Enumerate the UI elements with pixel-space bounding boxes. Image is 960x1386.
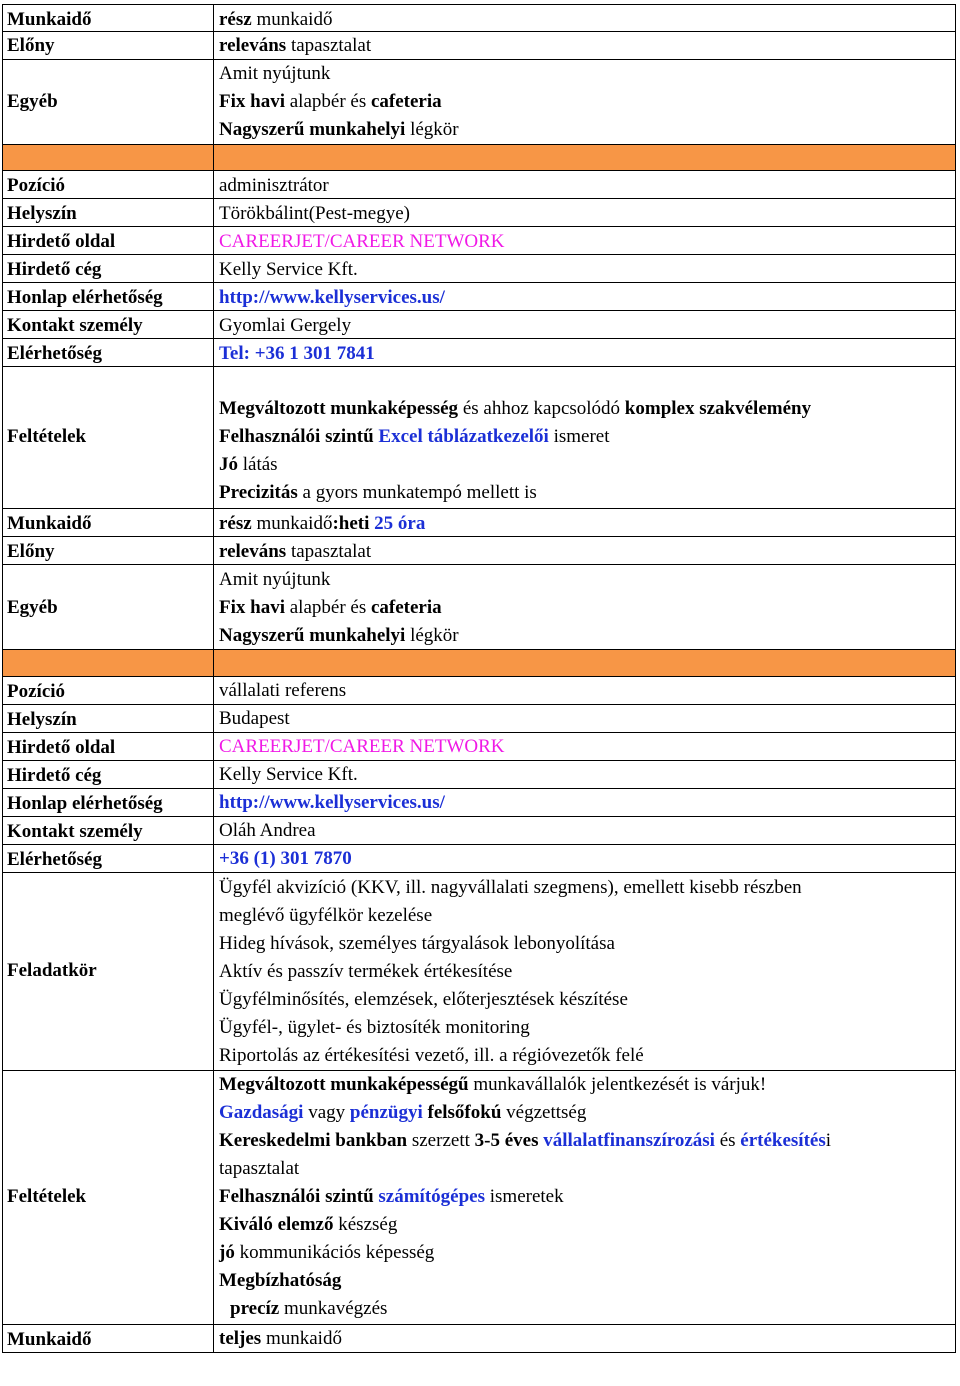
website-link[interactable]: http://www.kellyservices.us/ — [219, 792, 445, 813]
row-egyeb-2 — [2, 565, 956, 650]
row-pozicio-2 — [2, 171, 956, 199]
value-kontakt: Oláh Andrea — [219, 820, 316, 841]
feltetel-line-6: jó kommunikációs képesség — [219, 1242, 435, 1263]
separator-row-1 — [2, 145, 956, 171]
row-honlap-3 — [2, 789, 956, 817]
row-feltetelek-3 — [2, 1071, 956, 1325]
label-hirdeto-oldal: Hirdető oldal — [7, 231, 116, 252]
label-elerhetoseg: Elérhetőség — [7, 343, 102, 364]
task-line: Ügyfél-, ügylet- és biztosíték monitoring — [219, 1017, 530, 1038]
job-listing-table — [2, 4, 956, 1353]
row-hirdeto-ceg-3 — [2, 761, 956, 789]
value-munkaido: teljes munkaidő — [219, 1328, 342, 1349]
task-line: Ügyfél akvizíció (KKV, ill. nagyvállalati szegmens), emellett kisebb részben — [219, 877, 802, 898]
task-line: Ügyfélminősítés, elemzések, előterjesztések készítése — [219, 989, 628, 1010]
row-hirdeto-oldal-2 — [2, 227, 956, 255]
label-kontakt: Kontakt személy — [7, 821, 143, 842]
feltetel-line-1: Megváltozott munkaképesség és ahhoz kapcsolódó komplex szakvélemény — [219, 398, 812, 419]
egyeb-line-2: Fix havi alapbér és cafeteria — [219, 91, 442, 112]
feltetel-line-2: Gazdasági vagy pénzügyi felsőfokú végzettség — [219, 1102, 587, 1123]
row-feltetelek-2 — [2, 367, 956, 509]
row-munkaido-3 — [2, 1325, 956, 1353]
row-helyszin-2 — [2, 199, 956, 227]
value-elony: releváns tapasztalat — [219, 35, 372, 56]
feltetel-line-7: Megbízhatóság — [219, 1270, 342, 1291]
feltetel-line-8: precíz munkavégzés — [230, 1298, 388, 1319]
label-elony: Előny — [7, 541, 55, 562]
value-feladatkor — [214, 873, 956, 1071]
egyeb-line-1: Amit nyújtunk — [219, 569, 331, 590]
value-egyeb — [214, 565, 956, 650]
feltetel-line-2: Felhasználói szintű Excel táblázatkezelői ismeret — [219, 426, 610, 447]
value-munkaido: rész munkaidő:heti 25 óra — [219, 513, 426, 534]
feltetel-line-3: Kereskedelmi bankban szerzett 3-5 éves vállalatfinanszírozási és értékesítési — [219, 1130, 832, 1151]
task-line: Aktív és passzív termékek értékesítése — [219, 961, 513, 982]
value-hirdeto-oldal: CAREERJET/CAREER NETWORK — [219, 231, 505, 252]
label-helyszin: Helyszín — [7, 709, 77, 730]
value-feltetelek — [214, 1071, 956, 1325]
value-elerhetoseg: +36 (1) 301 7870 — [219, 848, 352, 869]
value-pozicio: adminisztrátor — [219, 175, 329, 196]
row-pozicio-3 — [2, 677, 956, 705]
label-munkaido: Munkaidő — [7, 513, 92, 534]
row-munkaido-1 — [2, 4, 956, 32]
row-honlap-2 — [2, 283, 956, 311]
feltetel-line-3b: tapasztalat — [219, 1158, 300, 1179]
label-pozicio: Pozíció — [7, 681, 66, 702]
label-honlap: Honlap elérhetőség — [7, 287, 163, 308]
row-elerhetoseg-3 — [2, 845, 956, 873]
label-hirdeto-oldal: Hirdető oldal — [7, 737, 116, 758]
label-feltetelek: Feltételek — [7, 1186, 87, 1207]
task-line: Riportolás az értékesítési vezető, ill. a régióvezetők felé — [219, 1045, 644, 1066]
label-honlap: Honlap elérhetőség — [7, 793, 163, 814]
website-link[interactable]: http://www.kellyservices.us/ — [219, 287, 445, 308]
label-egyeb: Egyéb — [7, 91, 58, 112]
row-helyszin-3 — [2, 705, 956, 733]
separator-row-2 — [2, 650, 956, 677]
feltetel-line-4: Precizitás a gyors munkatempó mellett is — [219, 482, 537, 503]
value-kontakt: Gyomlai Gergely — [219, 315, 352, 336]
label-kontakt: Kontakt személy — [7, 315, 143, 336]
feltetel-line-3: Jó látás — [219, 454, 278, 475]
label-elerhetoseg: Elérhetőség — [7, 849, 102, 870]
label-hirdeto-ceg: Hirdető cég — [7, 259, 102, 280]
label-munkaido: Munkaidő — [7, 9, 92, 30]
row-kontakt-3 — [2, 817, 956, 845]
label-pozicio: Pozíció — [7, 175, 66, 196]
value-feltetelek — [214, 367, 956, 509]
feltetel-line-1: Megváltozott munkaképességű munkavállalók jelentkezését is várjuk! — [219, 1074, 767, 1095]
value-munkaido: rész munkaidő — [219, 9, 333, 30]
label-munkaido: Munkaidő — [7, 1329, 92, 1350]
row-hirdeto-ceg-2 — [2, 255, 956, 283]
value-helyszin: Budapest — [219, 708, 290, 729]
row-elerhetoseg-2 — [2, 339, 956, 367]
value-hirdeto-oldal: CAREERJET/CAREER NETWORK — [219, 736, 505, 757]
label-helyszin: Helyszín — [7, 203, 77, 224]
value-elony: releváns tapasztalat — [219, 541, 372, 562]
egyeb-line-3: Nagyszerű munkahelyi légkör — [219, 119, 459, 140]
value-pozicio: vállalati referens — [219, 680, 347, 701]
row-egyeb-1 — [2, 60, 956, 145]
egyeb-line-2: Fix havi alapbér és cafeteria — [219, 597, 442, 618]
feltetel-line-4: Felhasználói szintű számítógépes ismeretek — [219, 1186, 564, 1207]
row-elony-2 — [2, 537, 956, 565]
task-line: meglévő ügyfélkör kezelése — [219, 905, 433, 926]
value-elerhetoseg: Tel: +36 1 301 7841 — [219, 343, 375, 364]
label-hirdeto-ceg: Hirdető cég — [7, 765, 102, 786]
value-hirdeto-ceg: Kelly Service Kft. — [219, 259, 358, 280]
feltetel-line-5: Kiváló elemző készség — [219, 1214, 398, 1235]
label-egyeb: Egyéb — [7, 597, 58, 618]
row-kontakt-2 — [2, 311, 956, 339]
label-elony: Előny — [7, 35, 55, 56]
egyeb-line-3: Nagyszerű munkahelyi légkör — [219, 625, 459, 646]
value-egyeb — [214, 60, 956, 145]
egyeb-line-1: Amit nyújtunk — [219, 63, 331, 84]
label-feladatkor: Feladatkör — [7, 960, 97, 981]
value-helyszin: Törökbálint(Pest-megye) — [219, 203, 411, 224]
task-line: Hideg hívások, személyes tárgyalások lebonyolítása — [219, 933, 615, 954]
row-hirdeto-oldal-3 — [2, 733, 956, 761]
row-elony-1 — [2, 32, 956, 60]
row-munkaido-2 — [2, 509, 956, 537]
row-feladatkor-3 — [2, 873, 956, 1071]
label-feltetelek: Feltételek — [7, 426, 87, 447]
value-hirdeto-ceg: Kelly Service Kft. — [219, 764, 358, 785]
